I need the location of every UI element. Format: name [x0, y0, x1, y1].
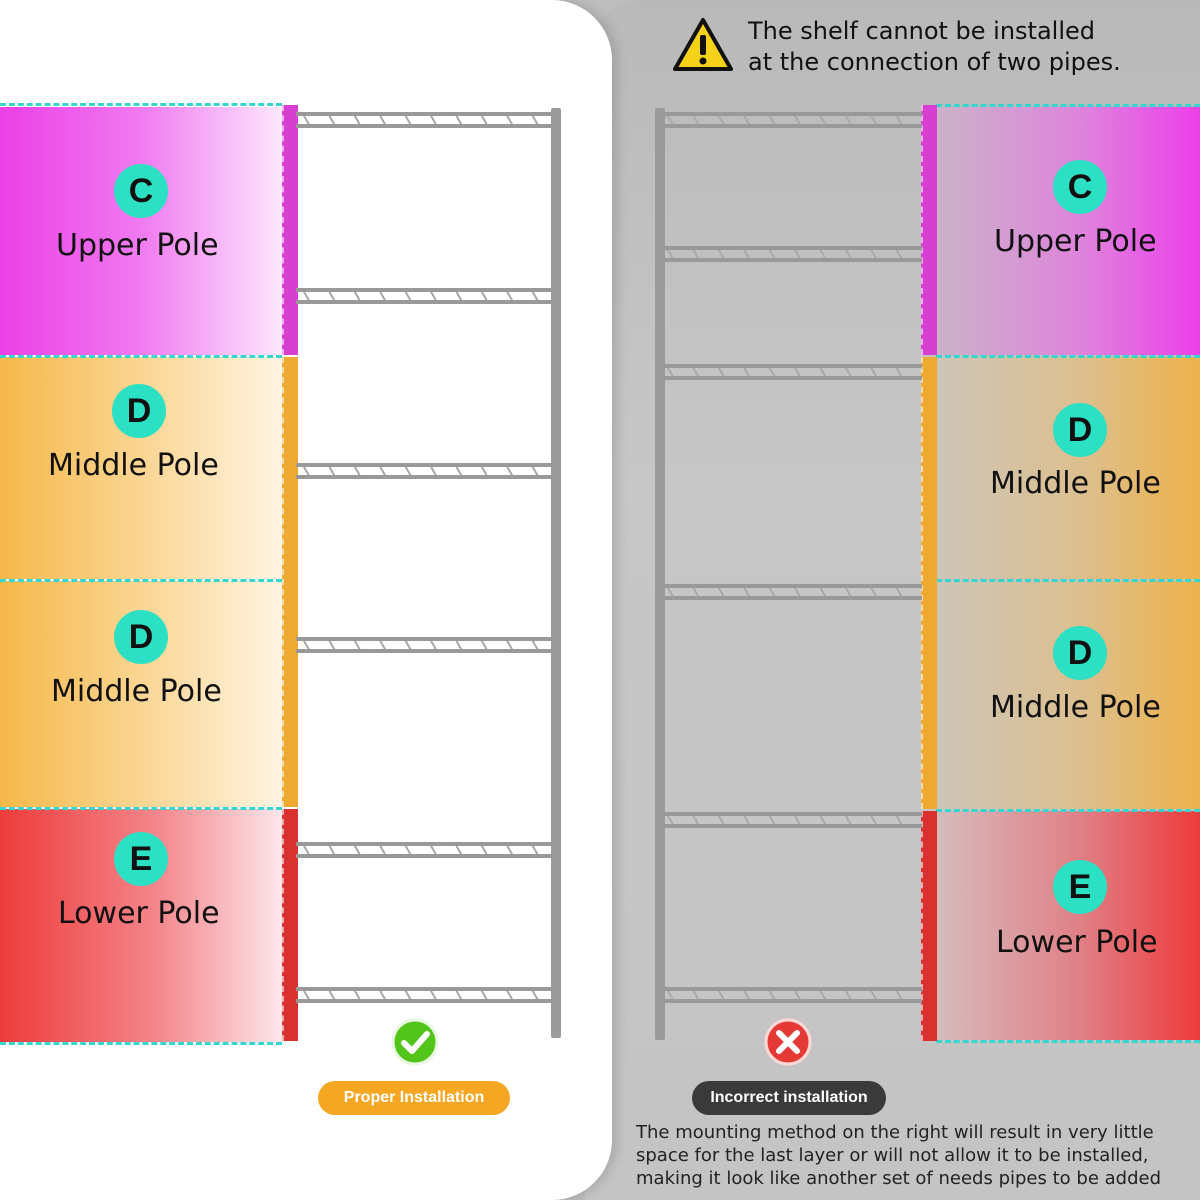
right-middle-pole	[921, 357, 937, 809]
right-divider-bottom	[936, 1040, 1200, 1043]
cross-icon	[764, 1018, 812, 1066]
right-lower-pole	[921, 811, 937, 1041]
right-badge-middle-2: D	[1053, 626, 1107, 680]
left-shelf-6	[296, 987, 554, 1003]
right-divider-top	[936, 104, 1200, 107]
right-label-middle-1: Middle Pole	[990, 466, 1161, 501]
left-label-lower: Lower Pole	[58, 896, 220, 931]
left-badge-middle-1: D	[112, 384, 166, 438]
left-upper-pole	[282, 105, 298, 355]
right-label-upper: Upper Pole	[994, 224, 1157, 259]
incorrect-installation-badge: Incorrect installation	[692, 1081, 886, 1115]
left-badge-lower: E	[114, 832, 168, 886]
right-upper-pole	[921, 105, 937, 355]
left-badge-middle-2: D	[114, 610, 168, 664]
left-label-middle-1: Middle Pole	[48, 448, 219, 483]
right-badge-middle-1: D	[1053, 403, 1107, 457]
warning-line-2: at the connection of two pipes.	[748, 48, 1121, 76]
left-divider-bottom	[0, 1042, 282, 1045]
right-label-middle-2: Middle Pole	[990, 690, 1161, 725]
check-icon	[391, 1018, 439, 1066]
left-divider-3	[0, 807, 282, 810]
right-shelf-1	[660, 112, 922, 128]
left-divider-2	[0, 579, 282, 582]
left-divider-1	[0, 355, 282, 358]
right-shelf-2	[660, 246, 922, 262]
left-shelf-4	[296, 637, 554, 653]
warning-message	[748, 16, 1121, 78]
warning-line-1: The shelf cannot be installed	[748, 17, 1096, 45]
left-divider-top	[0, 103, 282, 106]
left-shelf-3	[296, 463, 554, 479]
right-shelf-6	[660, 987, 922, 1003]
left-label-middle-2: Middle Pole	[51, 674, 222, 709]
right-divider-1	[936, 355, 1200, 358]
left-middle-pole	[282, 357, 298, 807]
right-divider-2	[936, 579, 1200, 582]
right-shelf-4	[660, 584, 922, 600]
right-divider-3	[936, 809, 1200, 812]
right-shelf-5	[660, 812, 922, 828]
left-shelf-5	[296, 842, 554, 858]
right-badge-upper: C	[1053, 160, 1107, 214]
installation-note: The mounting method on the right will result in very little space for the last layer or will not allow it to be installed, making it look like another set of needs pipes to be added	[636, 1122, 1161, 1189]
left-back-post	[551, 108, 561, 1038]
warning-icon	[672, 17, 734, 73]
right-label-lower: Lower Pole	[996, 925, 1158, 960]
right-badge-lower: E	[1053, 860, 1107, 914]
left-label-upper: Upper Pole	[56, 228, 219, 263]
proper-installation-badge: Proper Installation	[318, 1081, 510, 1115]
left-badge-upper: C	[114, 164, 168, 218]
left-shelf-2	[296, 288, 554, 304]
left-shelf-1	[296, 112, 554, 128]
right-shelf-3	[660, 364, 922, 380]
